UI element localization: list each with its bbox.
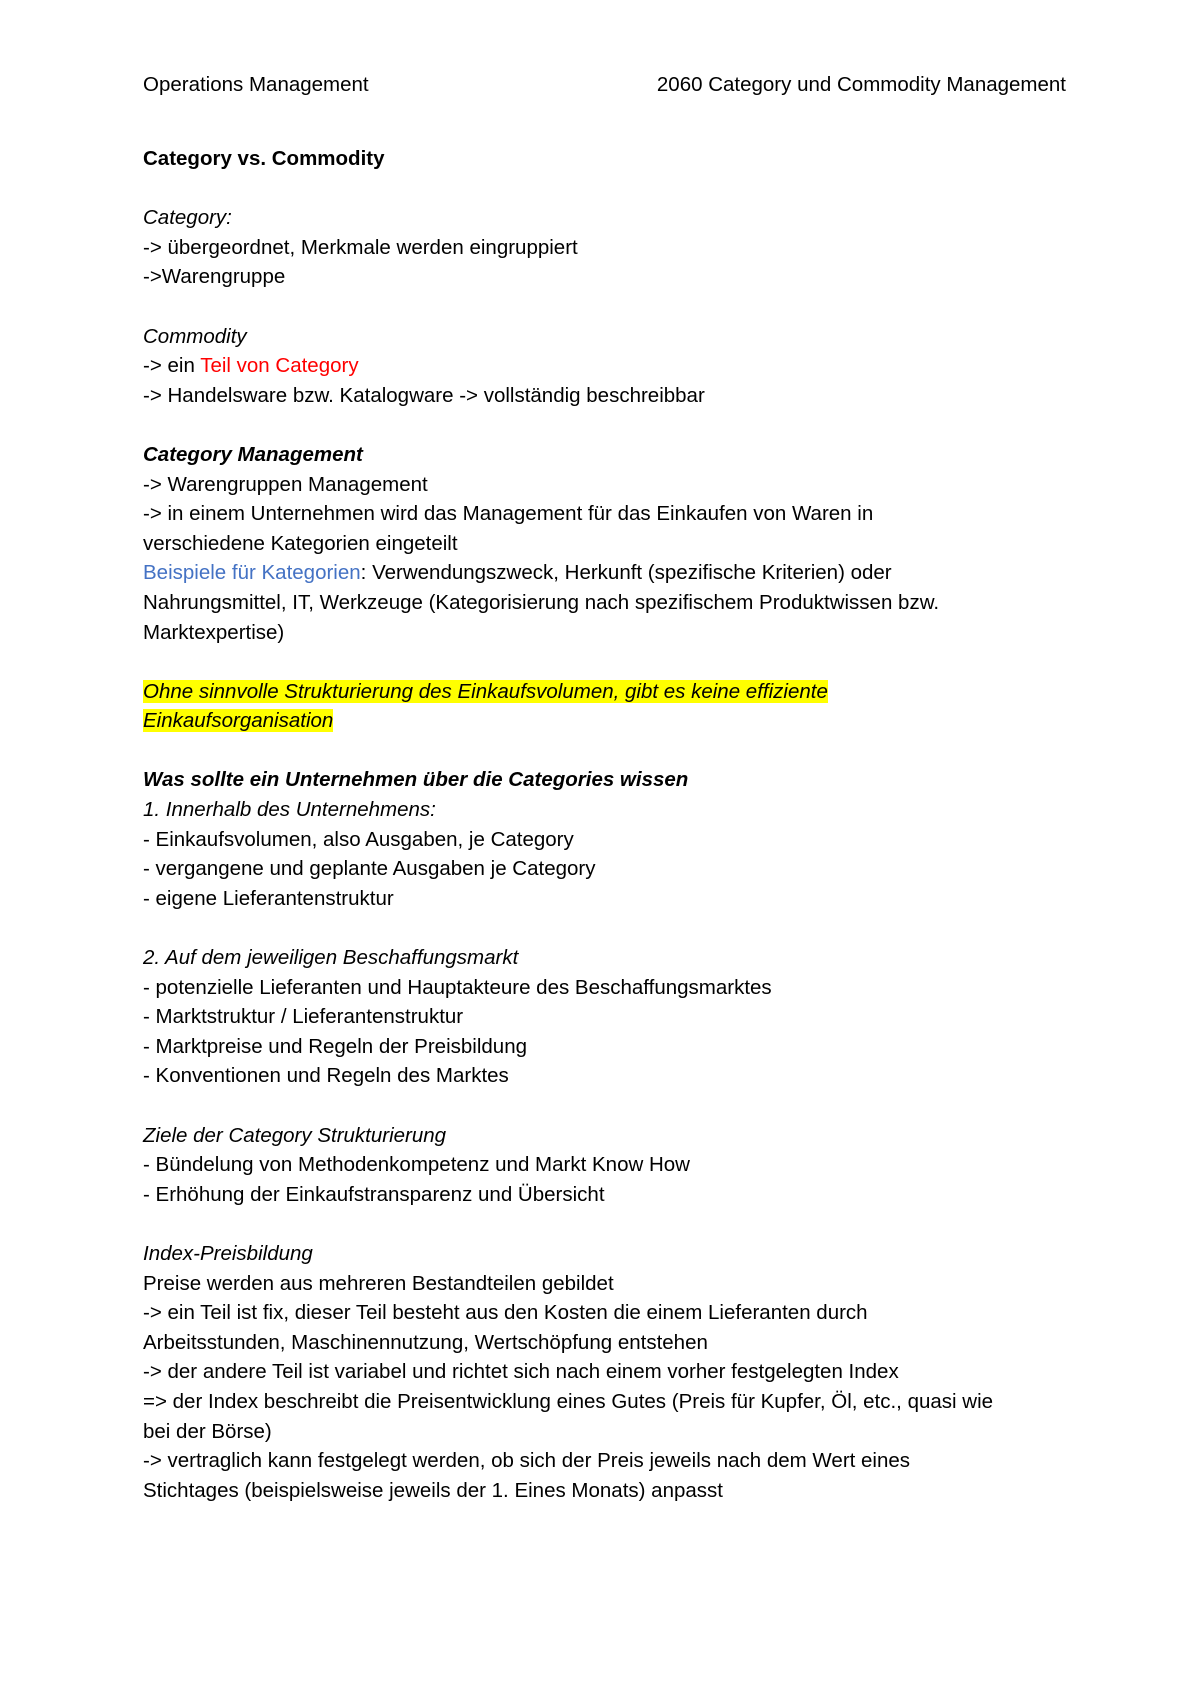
goals-item: - Bündelung von Methodenkompetenz und Markt Know How: [143, 1153, 690, 1177]
header-course: Operations Management: [143, 73, 369, 96]
internal-item: - vergangene und geplante Ausgaben je Category: [143, 857, 596, 881]
commodity-line-1-prefix: -> ein: [143, 354, 201, 378]
market-item: - Konventionen und Regeln des Marktes: [143, 1064, 509, 1088]
index-pricing-line: Stichtages (beispielsweise jeweils der 1. Eines Monats) anpasst: [143, 1478, 723, 1502]
page-header: [143, 73, 1066, 103]
header-topic: 2060 Category und Commodity Management: [656, 73, 1066, 96]
category-management-line-3: verschiedene Kategorien eingeteilt: [143, 531, 458, 555]
category-heading: Category:: [143, 206, 232, 230]
category-line-1: -> übergeordnet, Merkmale werden eingruppiert: [143, 235, 578, 259]
document-body: [143, 144, 1063, 1505]
examples-label: Beispiele für Kategorien: [143, 561, 361, 585]
document-title: Category vs. Commodity: [143, 147, 385, 170]
internal-item: - eigene Lieferantenstruktur: [143, 886, 394, 910]
market-item: - Marktstruktur / Lieferantenstruktur: [143, 1005, 464, 1029]
index-pricing-line: -> vertraglich kann festgelegt werden, ob sich der Preis jeweils nach dem Wert eines: [143, 1449, 911, 1473]
highlight-line-2: [143, 706, 1063, 736]
knowledge-heading: Was sollte ein Unternehmen über die Categories wissen: [143, 768, 689, 792]
market-heading: 2. Auf dem jeweiligen Beschaffungsmarkt: [143, 946, 519, 970]
internal-heading: 1. Innerhalb des Unternehmens:: [143, 798, 436, 822]
category-management-heading: Category Management: [143, 442, 363, 466]
commodity-line-2: -> Handelsware bzw. Katalogware -> vollständig beschreibbar: [143, 383, 705, 407]
category-management-line-2: -> in einem Unternehmen wird das Management für das Einkaufen von Waren in: [143, 502, 874, 526]
commodity-red-text: Teil von Category: [200, 354, 359, 378]
index-pricing-line: bei der Börse): [143, 1419, 272, 1443]
index-pricing-line: -> ein Teil ist fix, dieser Teil besteht aus den Kosten die einem Lieferanten durch: [143, 1301, 868, 1325]
examples-line-3: Marktexpertise): [143, 620, 285, 644]
commodity-heading: Commodity: [143, 324, 247, 348]
index-pricing-heading: Index-Preisbildung: [143, 1241, 313, 1265]
goals-item: - Erhöhung der Einkaufstransparenz und Übersicht: [143, 1182, 605, 1206]
examples-line-2: Nahrungsmittel, IT, Werkzeuge (Kategorisierung nach spezifischem Produktwissen bzw.: [143, 590, 940, 614]
category-management-line-1: -> Warengruppen Management: [143, 472, 428, 496]
category-line-2: ->Warengruppe: [143, 265, 286, 289]
index-pricing-line: Arbeitsstunden, Maschinennutzung, Wertschöpfung entstehen: [143, 1330, 708, 1354]
internal-item: - Einkaufsvolumen, also Ausgaben, je Category: [143, 827, 574, 851]
market-item: - Marktpreise und Regeln der Preisbildung: [143, 1034, 528, 1058]
commodity-line-1: [143, 351, 1063, 381]
highlight-text-2: Einkaufsorganisation: [143, 709, 334, 733]
examples-text-1: : Verwendungszweck, Herkunft (spezifische Kriterien) oder: [360, 561, 892, 585]
highlight-text-1: Ohne sinnvolle Strukturierung des Einkaufsvolumen, gibt es keine effiziente: [143, 679, 828, 703]
market-item: - potenzielle Lieferanten und Hauptakteure des Beschaffungsmarktes: [143, 975, 772, 999]
goals-heading: Ziele der Category Strukturierung: [143, 1123, 447, 1147]
examples-line-1: [143, 558, 1063, 588]
highlight-line-1: [143, 677, 1063, 707]
index-pricing-line: -> der andere Teil ist variabel und richtet sich nach einem vorher festgelegten Index: [143, 1360, 899, 1384]
index-pricing-line: => der Index beschreibt die Preisentwicklung eines Gutes (Preis für Kupfer, Öl, etc., quasi wie: [143, 1389, 994, 1413]
index-pricing-line: Preise werden aus mehreren Bestandteilen gebildet: [143, 1271, 614, 1295]
